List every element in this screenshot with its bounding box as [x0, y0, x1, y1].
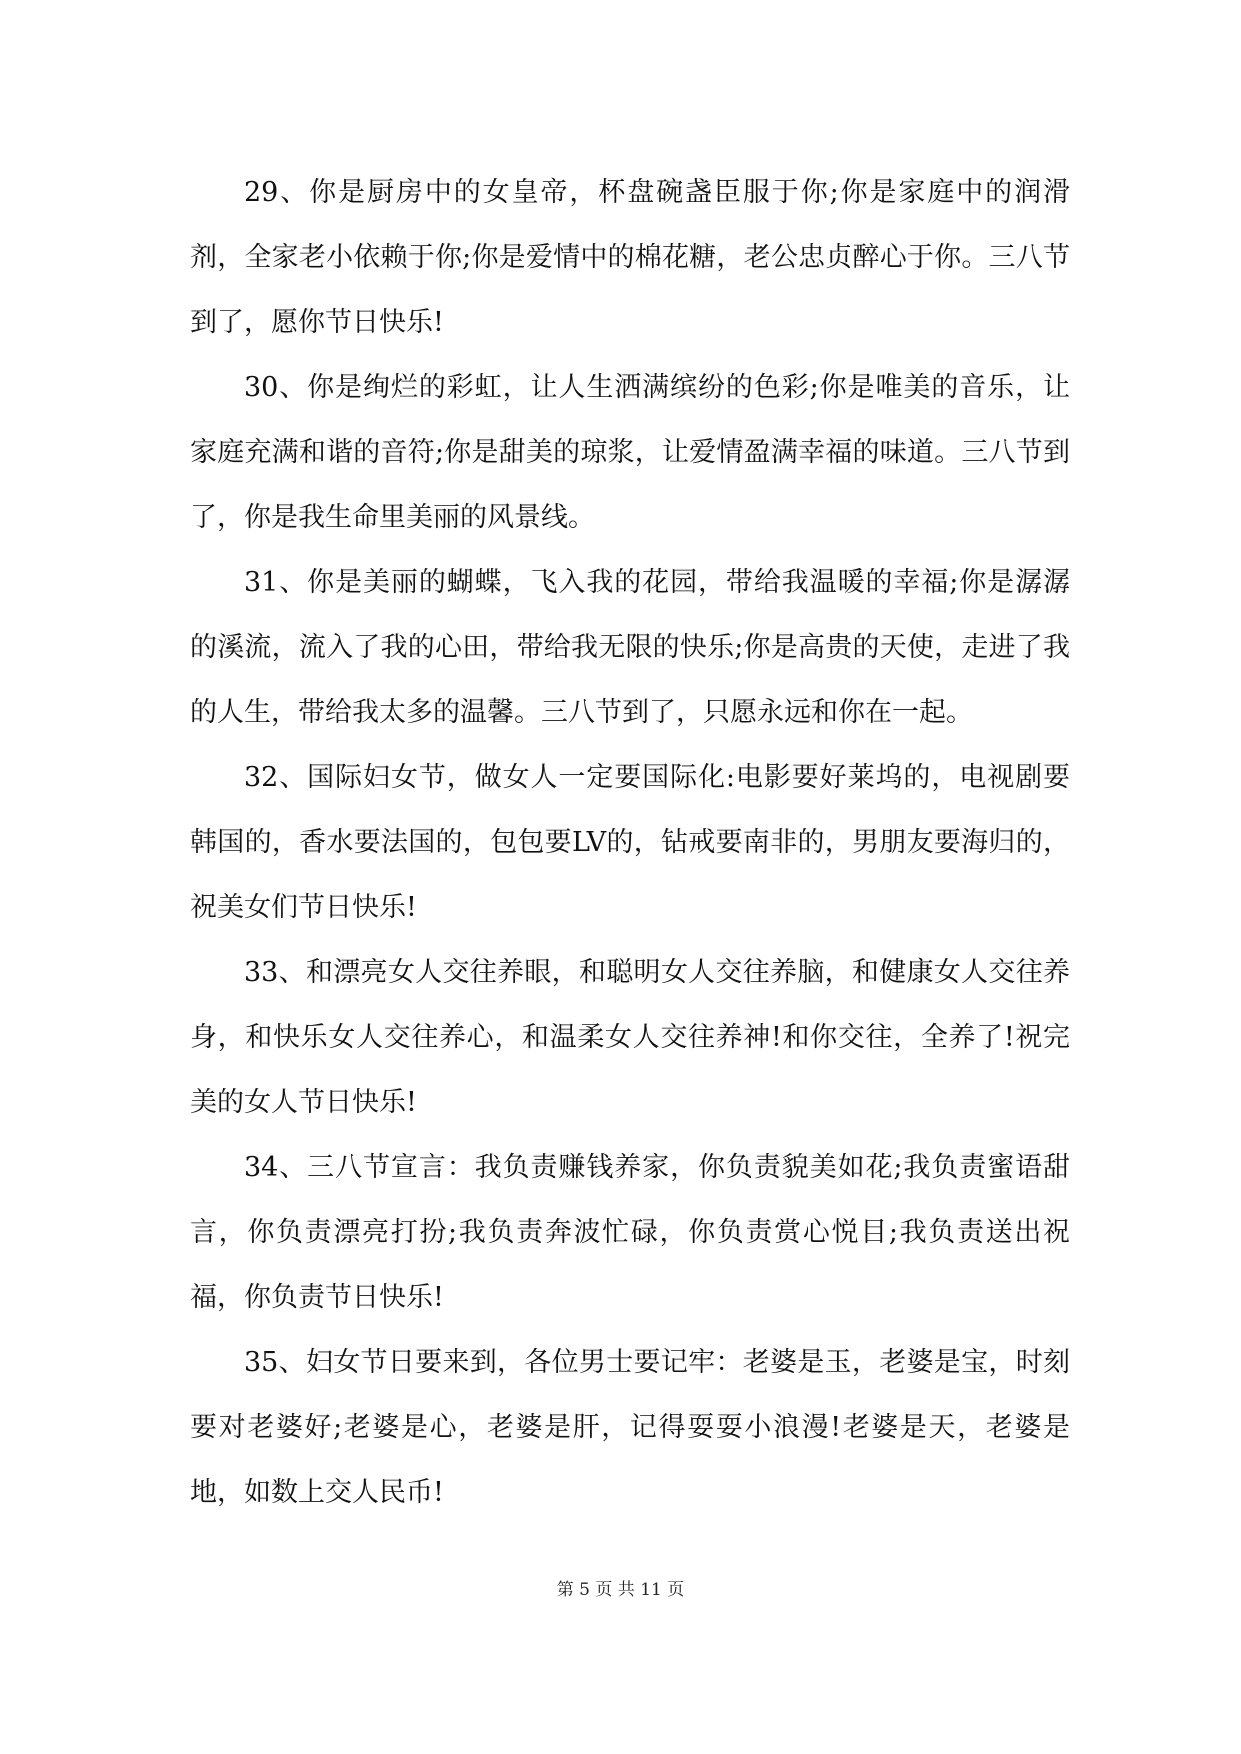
- page-number-footer: 第 5 页 共 11 页: [556, 1580, 685, 1600]
- paragraph-32: 32、国际妇女节，做女人一定要国际化:电影要好莱坞的，电视剧要韩国的，香水要法国的，包包要LV的，钻戒要南非的，男朋友要海归的，祝美女们节日快乐!: [190, 762, 1070, 923]
- paragraph-34: 34、三八节宣言：我负责赚钱养家，你负责貌美如花;我负责蜜语甜言，你负责漂亮打扮;我负责奔波忙碌，你负责赏心悦目;我负责送出祝福，你负责节日快乐!: [190, 1152, 1070, 1313]
- paragraph-30: 30、你是绚烂的彩虹，让人生洒满缤纷的色彩;你是唯美的音乐，让家庭充满和谐的音符;你是甜美的琼浆，让爱情盈满幸福的味道。三八节到了，你是我生命里美丽的风景线。: [190, 372, 1070, 533]
- paragraph-31: 31、你是美丽的蝴蝶，飞入我的花园，带给我温暖的幸福;你是潺潺的溪流，流入了我的心田，带给我无限的快乐;你是高贵的天使，走进了我的人生，带给我太多的温馨。三八节到了，只愿永远和你在一起。: [190, 567, 1070, 728]
- paragraph-33: 33、和漂亮女人交往养眼，和聪明女人交往养脑，和健康女人交往养身，和快乐女人交往养心，和温柔女人交往养神!和你交往，全养了!祝完美的女人节日快乐!: [190, 957, 1070, 1118]
- paragraph-35: 35、妇女节日要来到，各位男士要记牢：老婆是玉，老婆是宝，时刻要对老婆好;老婆是心，老婆是肝，记得耍耍小浪漫!老婆是天，老婆是地，如数上交人民币!: [190, 1347, 1070, 1508]
- document-body: [190, 160, 1070, 1525]
- paragraph-29: 29、你是厨房中的女皇帝，杯盘碗盏臣服于你;你是家庭中的润滑剂，全家老小依赖于你;你是爱情中的棉花糖，老公忠贞醉心于你。三八节到了，愿你节日快乐!: [190, 177, 1070, 338]
